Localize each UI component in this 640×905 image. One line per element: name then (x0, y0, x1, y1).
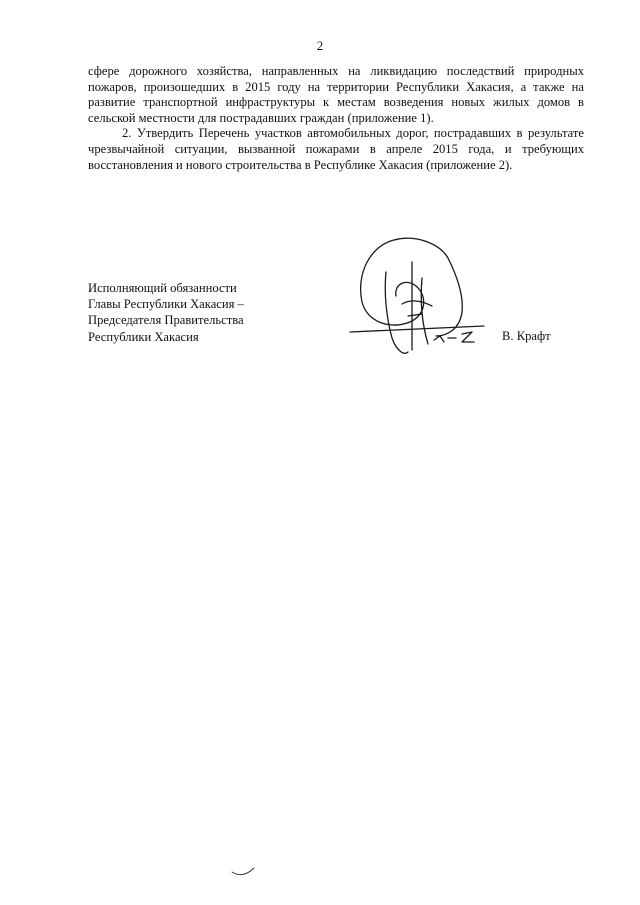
paragraph-item-2 (88, 126, 584, 173)
signatory-title (88, 280, 348, 345)
signatory-line: Председателя Правительства (88, 313, 244, 328)
text-line: (приложение 2). (426, 157, 513, 172)
signatory-line: Главы Республики Хакасия – (88, 297, 244, 312)
paragraph-continuation (88, 64, 584, 126)
signature-icon (336, 232, 496, 362)
signatory-line: Республики Хакасия (88, 329, 199, 344)
page-number: 2 (316, 38, 324, 53)
signatory-line: Исполняющий обязанности (88, 281, 237, 295)
text-line: пожаров, произошедших в 2015 году на территории Республики Хакасия, а также (88, 79, 565, 94)
signer-name: В. Крафт (502, 329, 551, 343)
handwritten-mark-icon (230, 866, 256, 878)
text-line: на развитие транспортной инфраструктуры к местам возведения новых жилых (88, 79, 584, 110)
text-line: домов в сельской местности для пострадавших граждан (88, 95, 584, 125)
text-line: требующих восстановления и нового строительства в Республике Хакасия (88, 141, 585, 172)
body-text (88, 64, 584, 173)
text-line: (приложение 1). (347, 110, 434, 125)
text-line: сфере дорожного хозяйства, направленных на ликвидацию последствий природных (88, 64, 584, 78)
text-line: результате чрезвычайной ситуации, вызванной пожарами в апреле 2015 года, и (88, 126, 584, 156)
text-line: 2. Утвердить Перечень участков автомобильных дорог, пострадавших в (122, 126, 523, 141)
